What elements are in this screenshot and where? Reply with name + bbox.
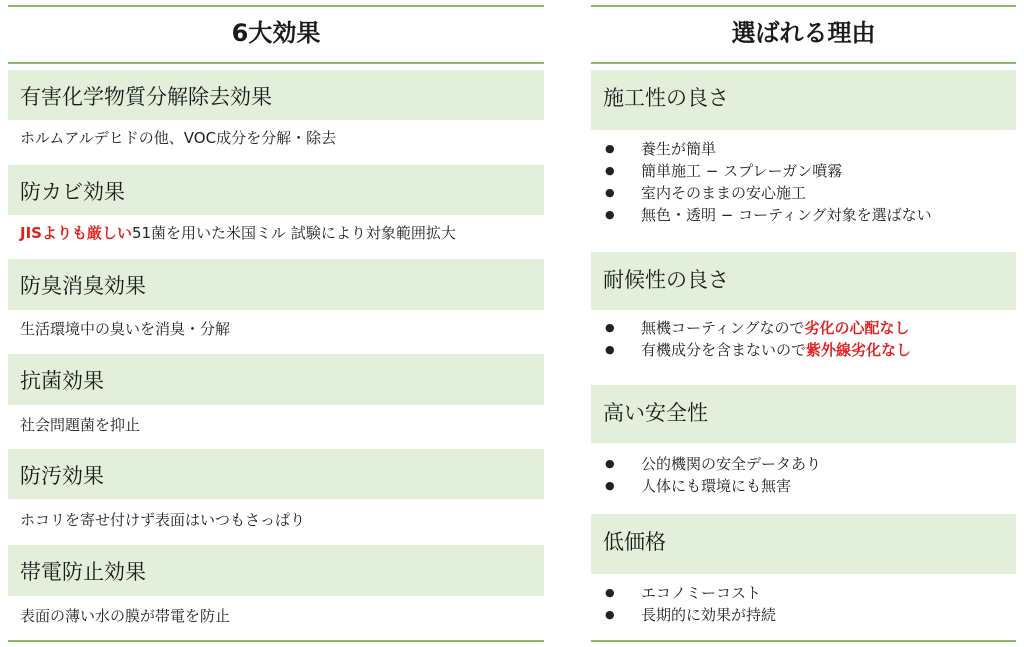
reason-bullet-list	[605, 453, 821, 497]
bullet-icon: ●	[605, 457, 615, 470]
bottom-rule	[8, 640, 544, 642]
bullet-icon: ●	[605, 142, 615, 155]
bullet-item: ● 長期的に効果が持続	[605, 606, 777, 624]
reason-band-4	[591, 514, 1016, 574]
effect-heading: 防カビ効果	[20, 180, 125, 204]
bullet-icon: ●	[605, 164, 615, 177]
bullet-item: ● 簡単施工 − スプレーガン噴霧	[605, 162, 843, 180]
effect-band-6	[8, 545, 544, 596]
bullet-icon: ●	[605, 479, 615, 492]
bullet-item: ● エコノミーコスト	[605, 584, 762, 602]
effect-description: ホコリを寄せ付けず表面はいつもさっぱり	[20, 511, 306, 529]
effect-description: ホルムアルデヒドの他、VOC成分を分解・除去	[20, 129, 337, 147]
effect-description: 生活環境中の臭いを消臭・分解	[20, 320, 231, 338]
effect-band-1	[8, 70, 544, 120]
effect-description: 表面の薄い水の膜が帯電を防止	[20, 607, 231, 625]
bottom-rule	[591, 640, 1016, 642]
effects-panel	[8, 0, 544, 647]
reason-bullet-list	[605, 317, 911, 361]
reason-heading: 低価格	[603, 530, 666, 554]
description-text: 51菌を用いた米国ミル 試験により対象範囲拡大	[131, 224, 456, 242]
bullet-item: ● 無機コーティングなので劣化の心配なし	[605, 319, 910, 337]
effects-title: 6大効果	[231, 19, 321, 47]
bullet-icon: ●	[605, 208, 615, 221]
effect-heading: 帯電防止効果	[20, 560, 146, 584]
reason-bullet-list	[605, 582, 776, 626]
effect-heading: 防汚効果	[20, 464, 104, 488]
reasons-panel	[591, 0, 1016, 647]
effect-band-2	[8, 165, 544, 215]
reason-band-1	[591, 70, 1016, 130]
effect-description: 社会問題菌を抑止	[20, 416, 141, 434]
bullet-item: ● 室内そのままの安心施工	[605, 184, 807, 202]
highlight-text: JISよりも厳しい	[20, 224, 132, 242]
bullet-icon: ●	[605, 586, 615, 599]
bullet-item: ● 養生が簡単	[605, 140, 717, 158]
reason-band-3	[591, 385, 1016, 443]
top-rule	[8, 5, 544, 7]
bullet-icon: ●	[605, 321, 615, 334]
reason-heading: 施工性の良さ	[603, 86, 729, 110]
reason-heading: 高い安全性	[603, 401, 708, 425]
effect-heading: 防臭消臭効果	[20, 274, 146, 298]
reason-heading: 耐候性の良さ	[603, 268, 729, 292]
effect-band-4	[8, 354, 544, 405]
bullet-icon: ●	[605, 608, 615, 621]
reason-bullet-list	[605, 138, 932, 226]
effect-heading: 有害化学物質分解除去効果	[20, 85, 272, 109]
highlight-text: 紫外線劣化なし	[806, 341, 912, 359]
effect-heading: 抗菌効果	[20, 369, 104, 393]
effect-band-3	[8, 259, 544, 310]
bullet-item: ● 無色・透明 − コーティング対象を選ばない	[605, 206, 932, 224]
reason-band-2	[591, 252, 1016, 310]
reasons-title: 選ばれる理由	[731, 19, 876, 47]
bullet-item: ● 人体にも環境にも無害	[605, 477, 792, 495]
bullet-item: ● 有機成分を含まないので紫外線劣化なし	[605, 341, 912, 359]
top-rule	[591, 5, 1016, 7]
highlight-text: 劣化の心配なし	[804, 319, 910, 337]
bullet-icon: ●	[605, 343, 615, 356]
effect-description	[20, 222, 456, 243]
bullet-icon: ●	[605, 186, 615, 199]
title-underline	[591, 62, 1016, 64]
effect-band-5	[8, 449, 544, 499]
title-underline	[8, 62, 544, 64]
bullet-item: ● 公的機関の安全データあり	[605, 455, 822, 473]
